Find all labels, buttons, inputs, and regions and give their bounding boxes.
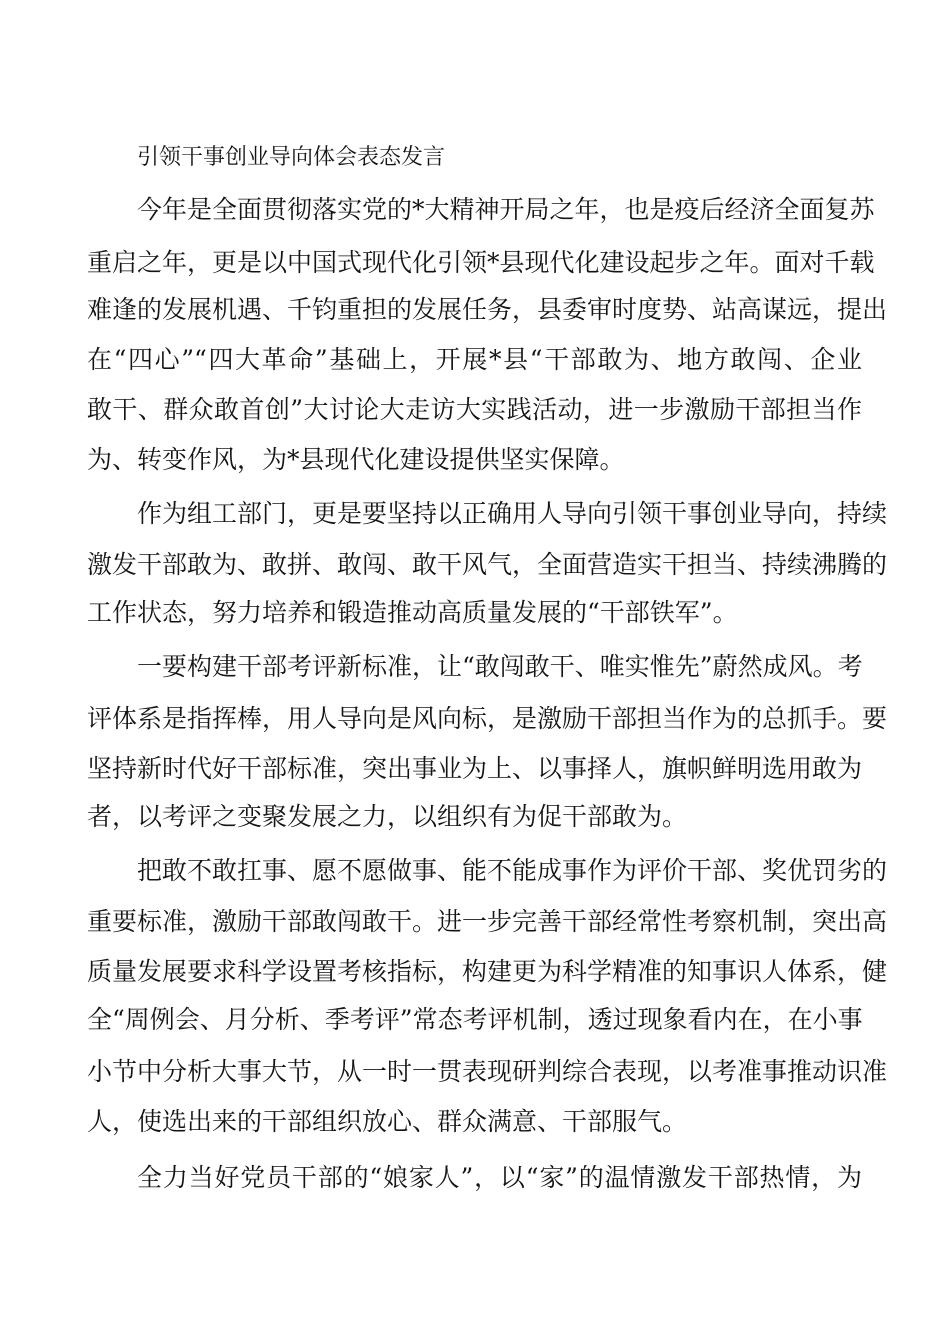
paragraph-line: 全力当好党员干部的“娘家人”，以“家”的温情激发干部热情，为 (137, 1163, 862, 1192)
paragraph-line: 把敢不敢扛事、愿不愿做事、能不能成事作为评价干部、奖优罚劣的 (137, 856, 888, 885)
document-title: 引领干事创业导向体会表态发言 (137, 145, 446, 170)
paragraph-line: 作为组工部门，更是要坚持以正确用人导向引领干事创业导向，持续 (137, 499, 888, 528)
paragraph-line: 评体系是指挥棒，用人导向是风向标，是激励干部担当作为的总抓手。要 (87, 704, 888, 733)
paragraph-line: 敢干、群众敢首创”大讨论大走访大实践活动，进一步激励干部担当作 (87, 395, 862, 424)
paragraph-line: 者，以考评之变聚发展之力，以组织有为促干部敢为。 (87, 802, 688, 831)
paragraph-line: 人，使选出来的干部组织放心、群众满意、干部服气。 (87, 1107, 688, 1136)
paragraph-line: 激发干部敢为、敢拼、敢闯、敢干风气，全面营造实干担当、持续沸腾的 (87, 550, 888, 579)
paragraph-line: 工作状态，努力培养和锻造推动高质量发展的“干部铁军”。 (87, 598, 738, 627)
paragraph-line: 小节中分析大事大节，从一时一贯表现研判综合表现，以考准事推动识准 (87, 1057, 888, 1086)
paragraph-line: 为、转变作风，为*县现代化建设提供坚实保障。 (87, 445, 625, 474)
paragraph-line: 重启之年，更是以中国式现代化引领*县现代化建设起步之年。面对千载 (87, 248, 875, 277)
paragraph-line: 难逢的发展机遇、千钧重担的发展任务，县委审时度势、站高谋远，提出 (87, 295, 888, 324)
paragraph-line: 重要标准，激励干部敢闯敢干。进一步完善干部经常性考察机制，突出高 (87, 907, 888, 936)
paragraph-line: 坚持新时代好干部标准，突出事业为上、以事择人，旗帜鲜明选用敢为 (87, 754, 863, 783)
paragraph-line: 今年是全面贯彻落实党的*大精神开局之年，也是疫后经济全面复苏 (137, 195, 875, 224)
paragraph-line: 质量发展要求科学设置考核指标，构建更为科学精准的知事识人体系，健 (87, 957, 888, 986)
paragraph-line: 在“四心”“四大革命”基础上，开展*县“干部敢为、地方敢闯、企业 (87, 345, 862, 374)
paragraph-line: 全“周例会、月分析、季考评”常态考评机制，透过现象看内在，在小事 (87, 1005, 863, 1034)
paragraph-line: 一要构建干部考评新标准，让“敢闯敢干、唯实惟先”蔚然成风。考 (137, 652, 863, 681)
